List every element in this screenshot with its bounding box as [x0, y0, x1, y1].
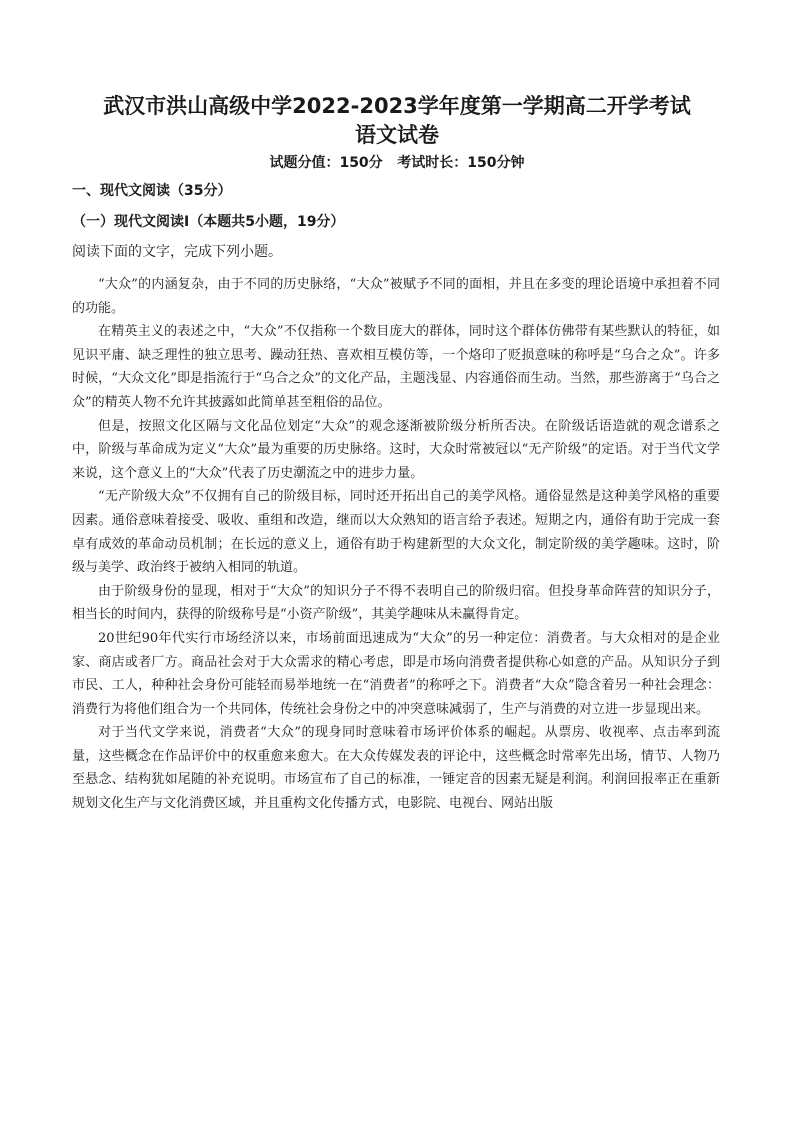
- passage-paragraph: 对于当代文学来说，消费者“大众”的现身同时意味着市场评价体系的崛起。从票房、收视率、点击率到流量，这些概念在作品评价中的权重愈来愈大。在大众传媒发表的评论中，这些概念时常率先出场，情节、人物乃至悬念、结构犹如尾随的补充说明。市场宣布了自己的标准，一锤定音的因素无疑是利润。利润回报率正在重新规划文化生产与文化消费区域，并且重构文化传播方式，电影院、电视台、网站出版: [72, 725, 720, 812]
- passage-paragraph: 20世纪90年代实行市场经济以来，市场前面迅速成为“大众”的另一种定位：消费者。与大众相对的是企业家、商店或者厂方。商品社会对于大众需求的精心考虑，即是市场向消费者提供称心如意的产品。从知识分子到市民、工人，种种社会身份可能轻而易举地统一在“消费者”的称呼之下。消费者“大众”隐含着另一种社会理念：消费行为将他们组合为一个共同体，传统社会身份之中的冲突意味减弱了，生产与消费的对立进一步显现出来。: [72, 630, 720, 717]
- passage-paragraph: “无产阶级大众”不仅拥有自己的阶级目标，同时还开拓出自己的美学风格。通俗显然是这种美学风格的重要因素。通俗意味着接受、吸收、重组和改造，继而以大众熟知的语言给予表述。短期之内，通俗有助于完成一套卓有成效的革命动员机制；在长远的意义上，通俗有助于构建新型的大众文化，制定阶级的美学趣味。这时，阶级与美学、政治终于被纳入相同的轨道。: [72, 489, 720, 576]
- exam-title: 武汉市洪山高级中学2022-2023学年度第一学期高二开学考试: [103, 94, 691, 118]
- passage-paragraph: 由于阶级身份的显现，相对于“大众”的知识分子不得不表明自己的阶级归宿。但投身革命阵营的知识分子，相当长的时间内，获得的阶级称号是“小资产阶级”，其美学趣味从未赢得肯定。: [72, 583, 720, 623]
- passage-paragraph: 在精英主义的表述之中，“大众”不仅指称一个数目庞大的群体，同时这个群体仿佛带有某些默认的特征，如见识平庸、缺乏理性的独立思考、躁动狂热、喜欢相互模仿等，一个烙印了贬损意味的称呼是“乌合之众”。许多时候，“大众文化”即是指流行于“乌合之众”的文化产品，主题浅显、内容通俗而生动。当然，那些游离于“乌合之众”的精英人物不允许其披露如此简单甚至粗俗的品位。: [72, 324, 720, 410]
- exam-meta: 试题分值：150分 考试时长：150分钟: [269, 155, 525, 171]
- reading-instruction: 阅读下面的文字，完成下列小题。: [72, 244, 282, 260]
- passage-paragraph: “大众”的内涵复杂，由于不同的历史脉络，“大众”被赋予不同的面相，并且在多变的理论语境中承担着不同的功能。: [72, 277, 720, 316]
- passage-paragraph: 但是，按照文化区隔与文化品位划定“大众”的观念逐渐被阶级分析所否决。在阶级话语造就的观念谱系之中，阶级与革命成为定义“大众”最为重要的历史脉络。这时，大众时常被冠以“无产阶级”的定语。对于当代文学来说，这个意义上的“大众”代表了历史潮流之中的进步力量。: [72, 418, 720, 481]
- section-heading: 一、现代文阅读（35分）: [72, 183, 232, 199]
- exam-subtitle: 语文试卷: [355, 123, 439, 147]
- section-subheading: （一）现代文阅读Ⅰ（本题共5小题，19分）: [72, 214, 345, 230]
- reading-passage: [72, 273, 720, 816]
